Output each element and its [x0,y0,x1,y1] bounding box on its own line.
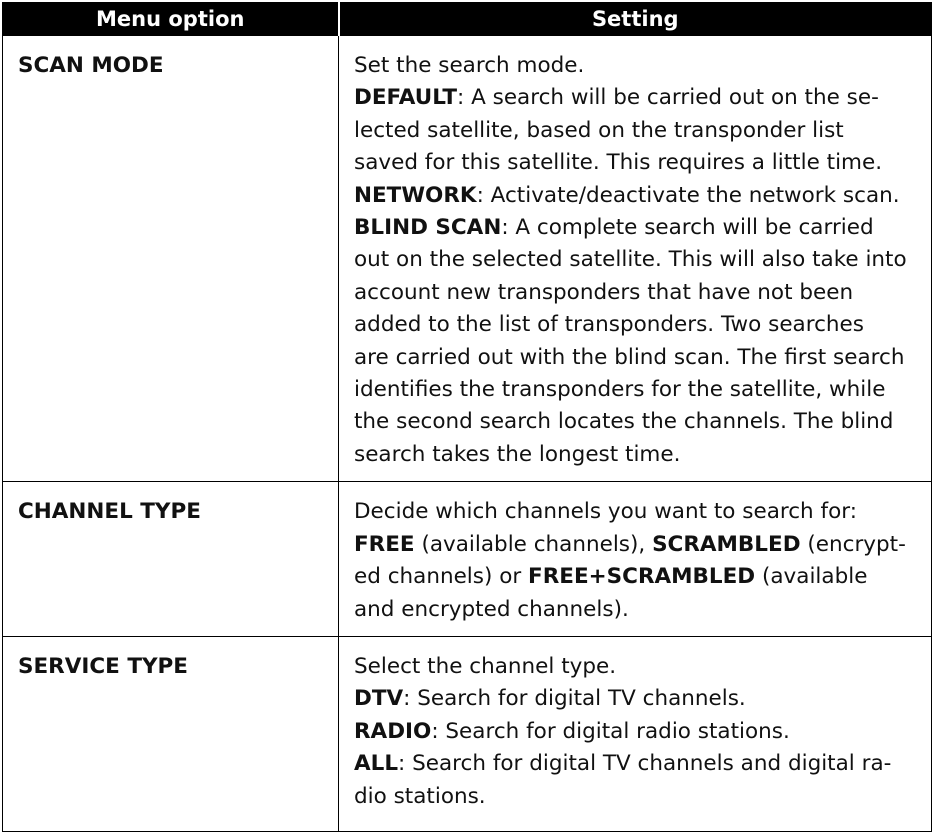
setting-keyword: FREE [354,531,415,557]
setting-text: Decide which channels you want to search for: [354,499,857,525]
setting-text-line [354,561,917,593]
setting-text: : Activate/deactivate the network scan. [476,182,900,208]
setting-text: search takes the longest time. [354,441,681,467]
setting-text: out on the selected satellite. This will also take into [354,247,907,273]
setting-keyword: BLIND SCAN [354,215,502,241]
header-menu-option: Menu option [3,2,339,36]
table-row-scan-mode [3,36,932,482]
table-row-channel-type [3,482,932,637]
setting-text-line [354,180,917,212]
setting-text-line [354,342,917,374]
setting-text: and encrypted channels). [354,596,629,622]
setting-text-line [354,309,917,341]
setting-text: the second search locates the channels. The blind [354,409,894,435]
setting-text-line [354,781,917,813]
setting-keyword: DEFAULT [354,85,457,111]
setting-text: are carried out with the blind scan. The first search [354,344,905,370]
setting-text: : Search for digital radio stations. [431,718,790,744]
setting-cell [339,36,932,482]
setting-text-line [354,496,917,528]
setting-text-line [354,82,917,114]
setting-cell [339,636,932,831]
setting-keyword: DTV [354,686,404,712]
setting-text: identifies the transponders for the satellite, while [354,377,886,403]
setting-keyword: FREE+SCRAMBLED [528,564,756,590]
setting-text-line [354,147,917,179]
setting-text: Select the channel type. [354,653,617,679]
setting-cell [339,482,932,637]
setting-text: : Search for digital TV channels. [403,686,746,712]
setting-text: ed channels) or [354,564,529,590]
setting-text: lected satellite, based on the transponder list [354,117,844,143]
menu-option-cell: SERVICE TYPE [3,636,339,831]
setting-text: : A complete search will be carried [501,215,874,241]
setting-text: added to the list of transponders. Two searches [354,312,864,338]
setting-text-line [354,716,917,748]
table-row-service-type [3,636,932,831]
header-setting: Setting [339,2,932,36]
setting-text: (available channels), [414,531,653,557]
setting-text-line [354,651,917,683]
setting-text-line [354,439,917,471]
setting-text-line [354,115,917,147]
setting-text: : Search for digital TV channels and digital ra- [398,751,892,777]
setting-text-line [354,374,917,406]
setting-text: saved for this satellite. This requires a little time. [354,150,883,176]
header-row [3,2,932,36]
setting-text-line [354,683,917,715]
setting-keyword: ALL [354,751,399,777]
setting-text-line [354,50,917,82]
menu-settings-table [2,2,932,832]
setting-text: : A search will be carried out on the se- [457,85,879,111]
setting-text: (available [755,564,868,590]
setting-text-line [354,748,917,780]
setting-text: dio stations. [354,783,486,809]
menu-option-cell: SCAN MODE [3,36,339,482]
setting-text-line [354,594,917,626]
setting-text-line [354,244,917,276]
setting-text-line [354,212,917,244]
setting-keyword: SCRAMBLED [652,531,801,557]
setting-text-line [354,277,917,309]
setting-text: account new transponders that have not been [354,279,854,305]
setting-text-line [354,406,917,438]
setting-text-line [354,529,917,561]
setting-text: Set the search mode. [354,53,585,78]
setting-keyword: NETWORK [354,182,477,208]
setting-keyword: RADIO [354,718,432,744]
menu-option-cell: CHANNEL TYPE [3,482,339,637]
table-header [3,2,932,36]
setting-text: (encrypt- [800,531,906,557]
